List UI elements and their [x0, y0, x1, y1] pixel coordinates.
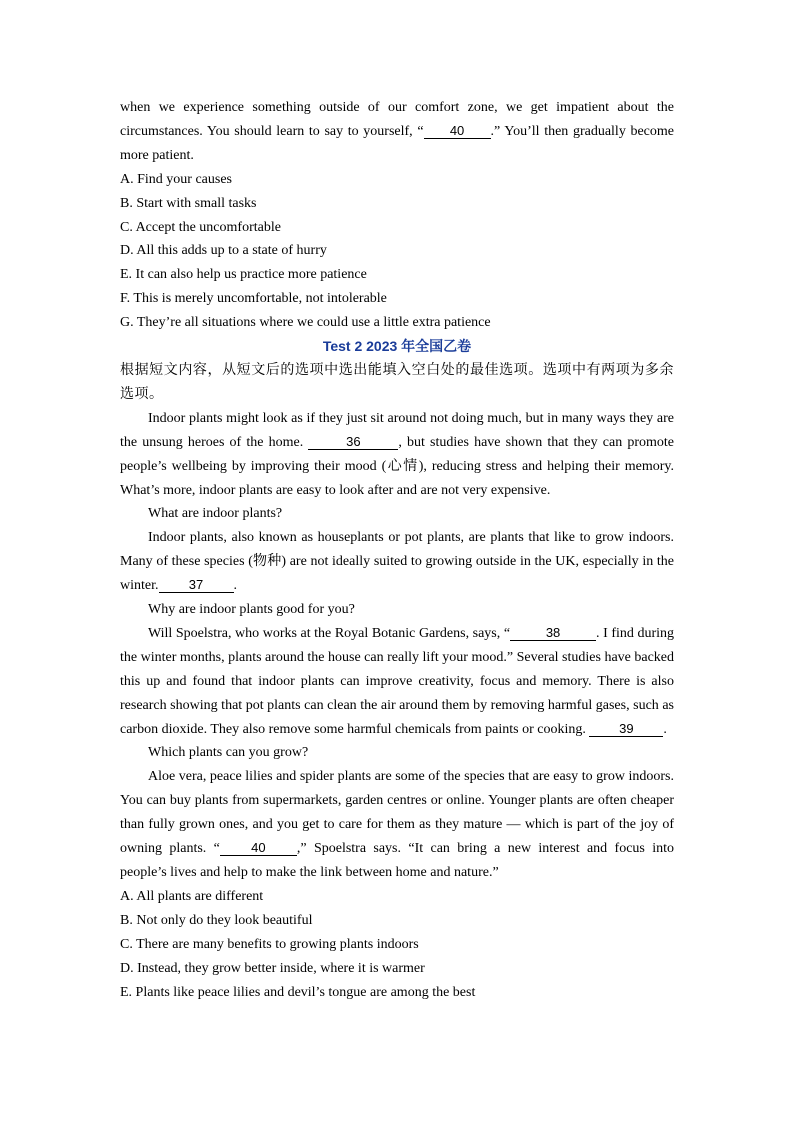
passage-2-paragraph-1 — [120, 407, 674, 503]
paragraph-text: , but studies have shown that they can promote people’s wellbeing by improving their mood (心情), reducing stress and helping their memory. What’s more, indoor plants are easy to look after and are not very expensive. — [120, 434, 674, 498]
blank-40: 40 — [220, 840, 297, 856]
paragraph-text: . — [663, 721, 667, 737]
paragraph-text: when we experience something outside of our comfort zone, we get impatient about the circumstances. You should learn to say to yourself, “ — [120, 100, 674, 139]
paragraph-text: ,” Spoelstra says. “It can bring a new interest and focus into people’s lives and help to make the link between home and nature.” — [120, 841, 674, 880]
option-c: C. Accept the uncomfortable — [120, 219, 281, 235]
option-b: B. Not only do they look beautiful — [120, 912, 313, 928]
paragraph-text: Aloe vera, peace lilies and spider plants are some of the species that are easy to grow indoors. You can buy plants from supermarkets, garden centres or online. Younger plants are often cheaper than fully grown ones, and you get to care for them as they mature — which is part of the joy of owning plants. “ — [120, 769, 674, 857]
section-heading: Test 2 2023 年全国乙卷 — [322, 338, 472, 355]
passage-2-paragraph-4 — [120, 765, 674, 885]
blank-37: 37 — [159, 577, 234, 593]
option-d: D. All this adds up to a state of hurry — [120, 243, 327, 259]
paragraph-text: Indoor plants, also known as houseplants or pot plants, are plants that like to grow indoors. Many of these species (物种) are not ideally suited to growing outside in the UK, especially in the winter. — [120, 530, 674, 594]
option-e: E. It can also help us practice more patience — [120, 267, 367, 283]
option-e: E. Plants like peace lilies and devil’s tongue are among the best — [120, 984, 476, 1000]
subheading-what-are-indoor-plants: What are indoor plants? — [148, 506, 283, 522]
option-d: D. Instead, they grow better inside, where it is warmer — [120, 960, 425, 976]
blank-38: 38 — [510, 625, 596, 641]
blank-39: 39 — [589, 721, 663, 737]
option-a: A. All plants are different — [120, 888, 264, 904]
instruction: 根据短文内容，从短文后的选项中选出能填入空白处的最佳选项。选项中有两项为多余选项。 — [120, 362, 674, 402]
paragraph-text: . — [233, 578, 237, 594]
paragraph-text: . I find during the winter months, plants around the house can really lift your mood.” Several studies have backed this up and found that indoor plants can improve creativity, focus and memory. There is also research showing that pot plants can clean the air around them by removing harmful gases, such as carbon dioxide. They also remove some harmful chemicals from paints or cooking. — [120, 625, 675, 737]
blank-36: 36 — [308, 434, 398, 450]
blank-40: 40 — [424, 123, 491, 139]
passage-2-paragraph-2 — [120, 526, 674, 598]
passage-1-paragraph — [120, 96, 674, 168]
subheading-why-good: Why are indoor plants good for you? — [148, 602, 355, 618]
passage-2-options — [120, 885, 674, 1005]
passage-1-options — [120, 168, 674, 335]
option-b: B. Start with small tasks — [120, 195, 257, 211]
option-f: F. This is merely uncomfortable, not intolerable — [120, 291, 387, 307]
passage-2-paragraph-3 — [120, 622, 674, 742]
paragraph-text: Indoor plants might look as if they just sit around not doing much, but in many ways they are the unsung heroes of the home. — [120, 410, 674, 450]
option-a: A. Find your causes — [120, 171, 232, 187]
option-c: C. There are many benefits to growing plants indoors — [120, 936, 419, 952]
paragraph-text: Will Spoelstra, who works at the Royal Botanic Gardens, says, “ — [148, 625, 511, 641]
paragraph-text: .” You’ll then gradually become more patient. — [120, 123, 674, 163]
document-page — [120, 96, 674, 1004]
option-g: G. They’re all situations where we could use a little extra patience — [120, 315, 491, 331]
subheading-which-plants: Which plants can you grow? — [148, 745, 309, 761]
